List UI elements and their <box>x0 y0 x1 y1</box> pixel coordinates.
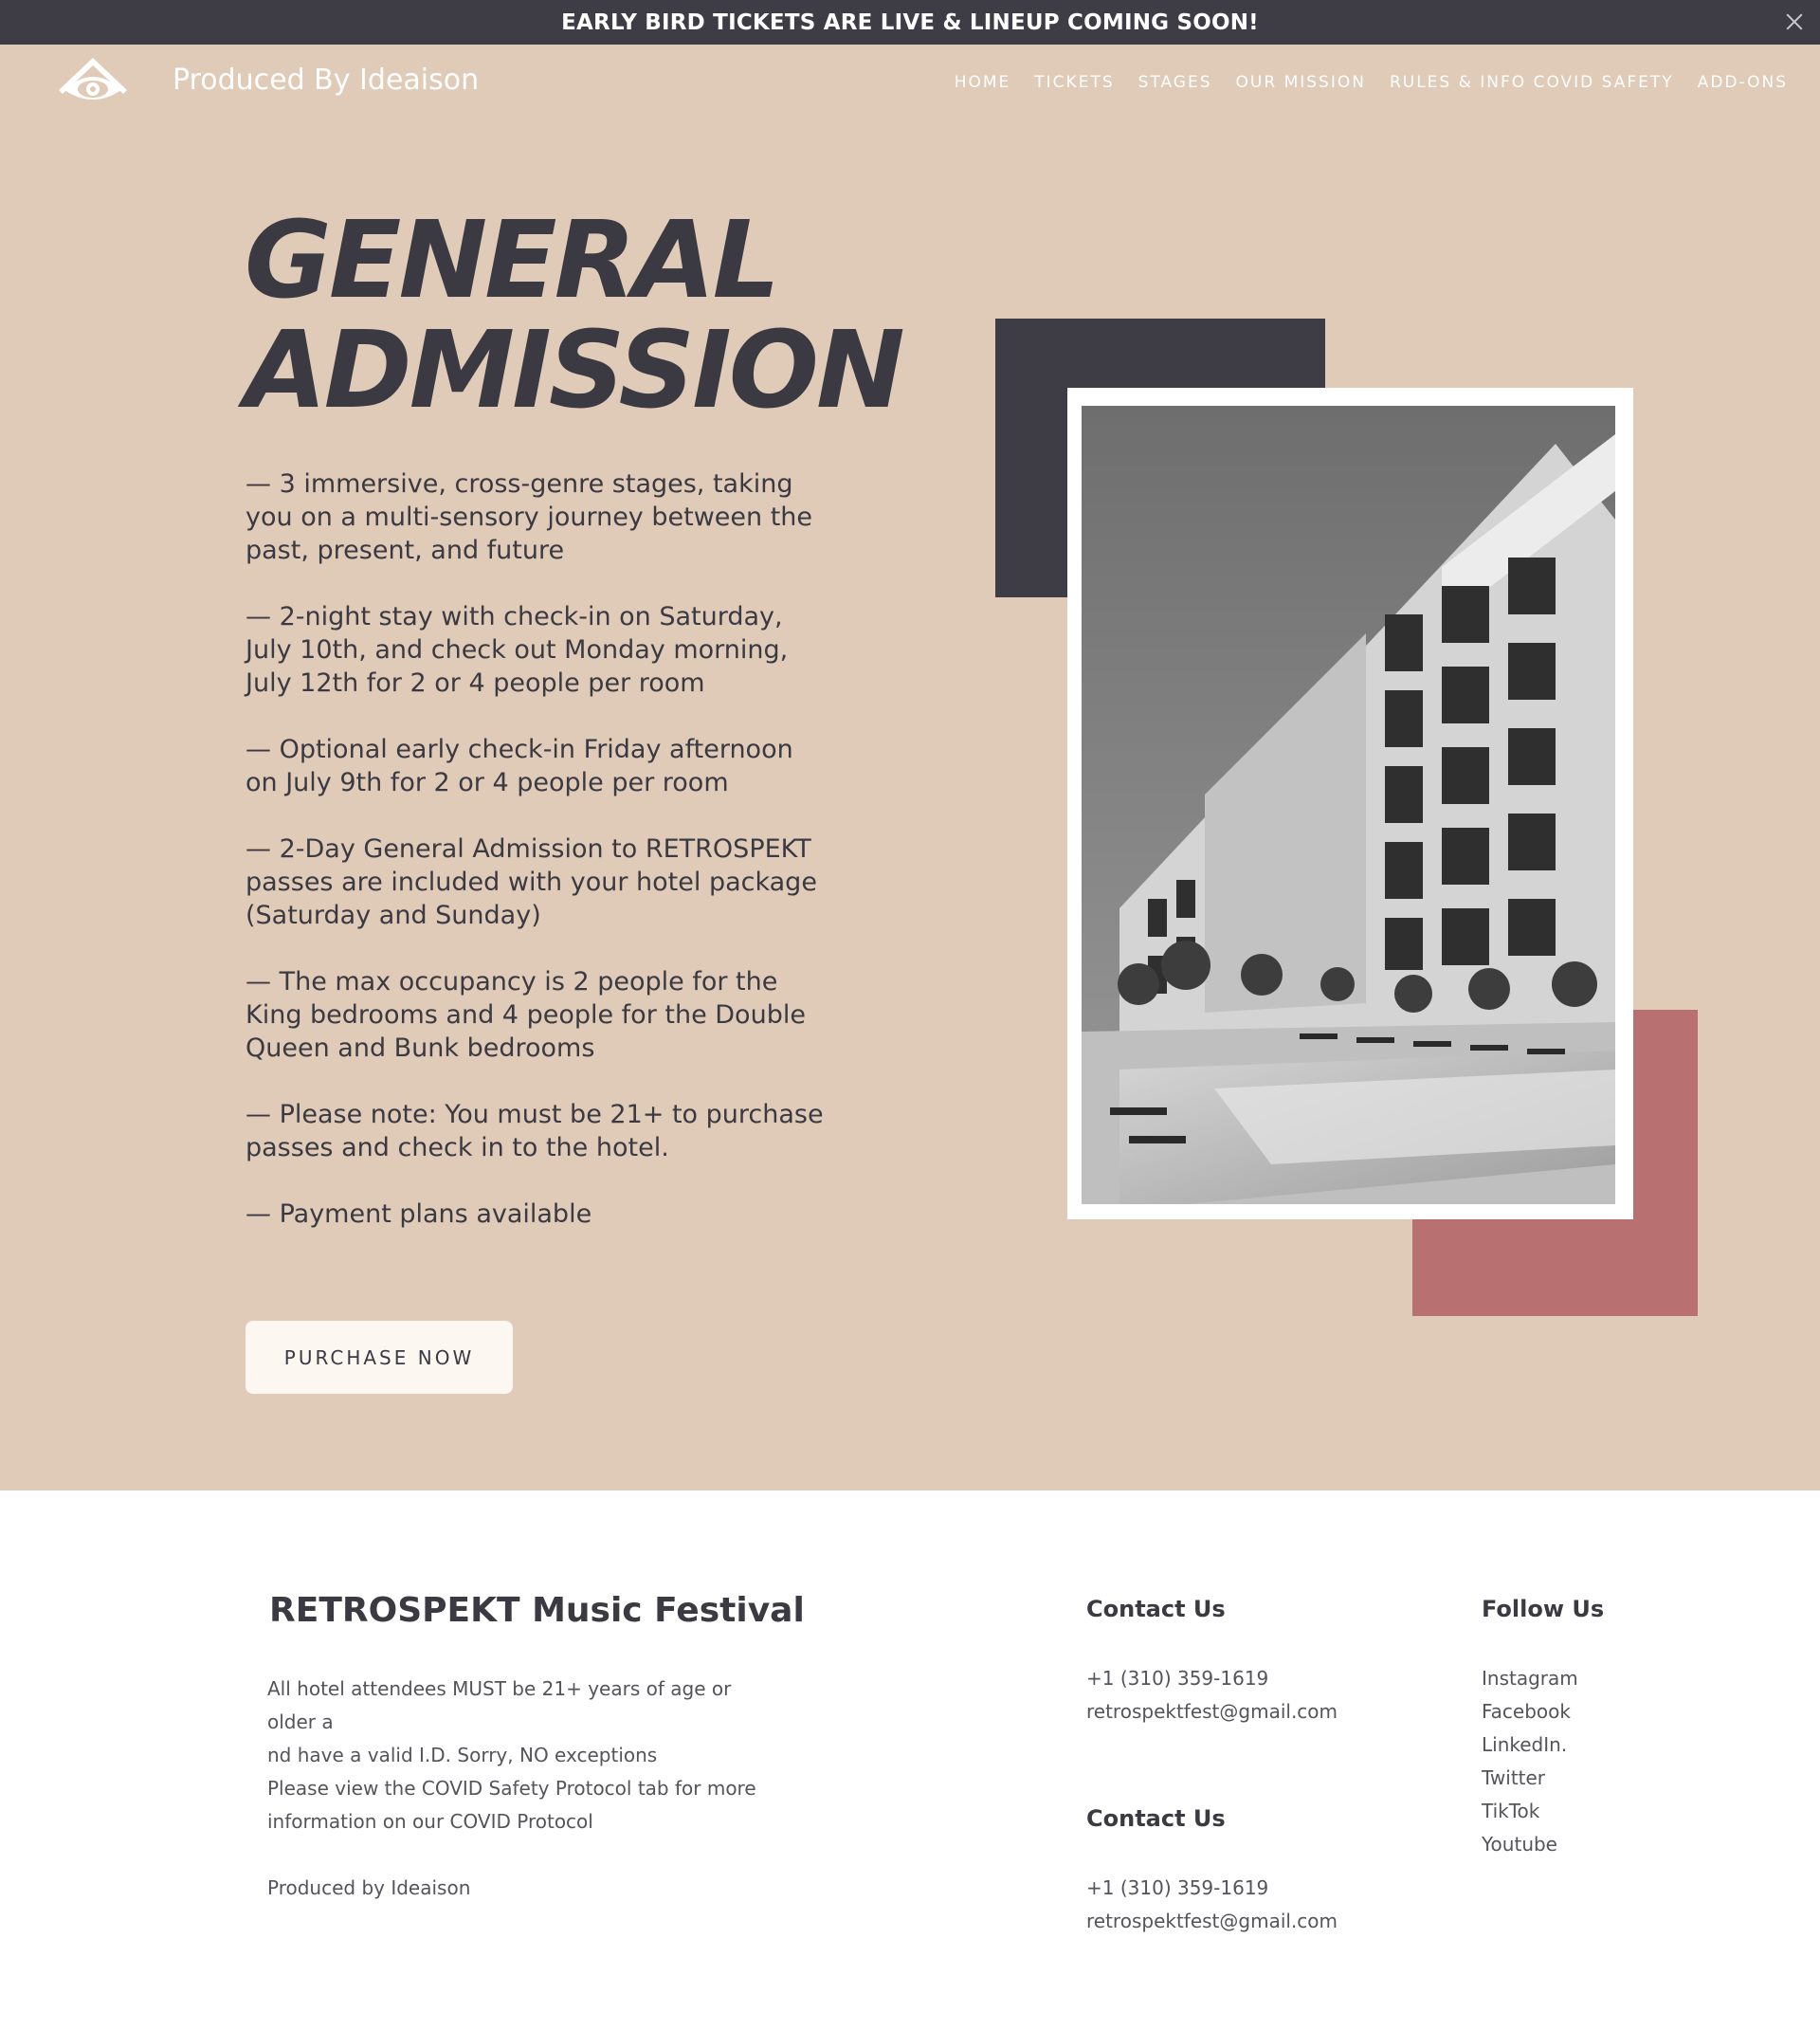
nav-home[interactable]: HOME <box>954 73 1011 92</box>
nav-add-ons[interactable]: ADD-ONS <box>1697 73 1788 92</box>
social-link-instagram[interactable]: Instagram <box>1482 1667 1578 1690</box>
social-link-youtube[interactable]: Youtube <box>1482 1833 1557 1856</box>
footer-covid-notice-line-1: Please view the COVID Safety Protocol tab for more <box>267 1777 756 1800</box>
site-header <box>0 45 1820 120</box>
nav-rules-info[interactable]: RULES & INFO COVID SAFETY <box>1389 73 1674 92</box>
nav-tickets[interactable]: TICKETS <box>1034 73 1115 92</box>
footer-age-notice-line-1: All hotel attendees MUST be 21+ years of age or older a <box>267 1677 732 1733</box>
feature-item: — 3 immersive, cross-genre stages, taking you on a multi-sensory journey between the past, present, and future <box>246 469 813 565</box>
close-icon[interactable] <box>1784 11 1805 32</box>
purchase-now-button[interactable] <box>246 1321 513 1394</box>
feature-item: — Please note: You must be 21+ to purchase passes and check in to the hotel. <box>246 1100 824 1162</box>
hero-section <box>0 45 1820 1490</box>
nav-stages[interactable]: STAGES <box>1138 73 1212 92</box>
feature-item: — 2-night stay with check-in on Saturday, July 10th, and check out Monday morning, July 12th for 2 or 4 people per room <box>246 602 789 698</box>
footer-produced-by: Produced by Ideaison <box>267 1876 471 1899</box>
contact-phone-link[interactable]: +1 (310) 359-1619 <box>1086 1667 1269 1690</box>
announcement-text: EARLY BIRD TICKETS ARE LIVE & LINEUP COMING SOON! <box>561 9 1259 35</box>
main-nav <box>931 73 1788 92</box>
feature-item: — The max occupancy is 2 people for the King bedrooms and 4 people for the Double Queen and Bunk bedrooms <box>246 967 806 1063</box>
hotel-photo-frame <box>1067 388 1633 1219</box>
headline-line-2: ADMISSION <box>245 309 902 432</box>
social-link-facebook[interactable]: Facebook <box>1482 1700 1571 1723</box>
contact-email-link[interactable]: retrospektfest@gmail.com <box>1086 1700 1338 1723</box>
contact-phone-link[interactable]: +1 (310) 359-1619 <box>1086 1876 1269 1899</box>
purchase-now-label: PURCHASE NOW <box>283 1345 475 1369</box>
feature-list <box>246 467 824 1264</box>
footer-age-notice-line-2: nd have a valid I.D. Sorry, NO exceptions <box>267 1744 658 1766</box>
footer-title: RETROSPEKT Music Festival <box>269 1591 805 1630</box>
hotel-photo <box>1082 406 1615 1204</box>
footer-covid-notice <box>267 1772 779 1838</box>
contact-2 <box>1086 1872 1338 1938</box>
social-link-tiktok[interactable]: TikTok <box>1482 1800 1540 1822</box>
footer-age-notice <box>267 1673 779 1772</box>
feature-item: — 2-Day General Admission to RETROSPEKT passes are included with your hotel package (Saturday and Sunday) <box>246 834 817 930</box>
feature-item: — Optional early check-in Friday afternoon on July 9th for 2 or 4 people per room <box>246 735 793 797</box>
headline-line-1: GENERAL <box>245 199 777 322</box>
social-link-twitter[interactable]: Twitter <box>1482 1766 1546 1789</box>
contact-heading-2: Contact Us <box>1086 1805 1226 1832</box>
contact-heading-1: Contact Us <box>1086 1596 1226 1622</box>
contact-email-link[interactable]: retrospektfest@gmail.com <box>1086 1910 1338 1932</box>
page-title <box>245 199 902 432</box>
social-link-linkedin[interactable]: LinkedIn. <box>1482 1733 1568 1756</box>
site-footer <box>0 1490 1820 2030</box>
follow-heading: Follow Us <box>1482 1596 1605 1622</box>
feature-item: — Payment plans available <box>246 1199 592 1229</box>
retrospekt-eye-logo[interactable] <box>57 56 129 103</box>
footer-covid-notice-line-2: information on our COVID Protocol <box>267 1810 593 1833</box>
social-links <box>1482 1662 1578 1861</box>
nav-our-mission[interactable]: OUR MISSION <box>1235 73 1366 92</box>
site-title[interactable]: Produced By Ideaison <box>173 64 480 97</box>
announcement-bar <box>0 0 1820 45</box>
contact-1 <box>1086 1662 1338 1728</box>
